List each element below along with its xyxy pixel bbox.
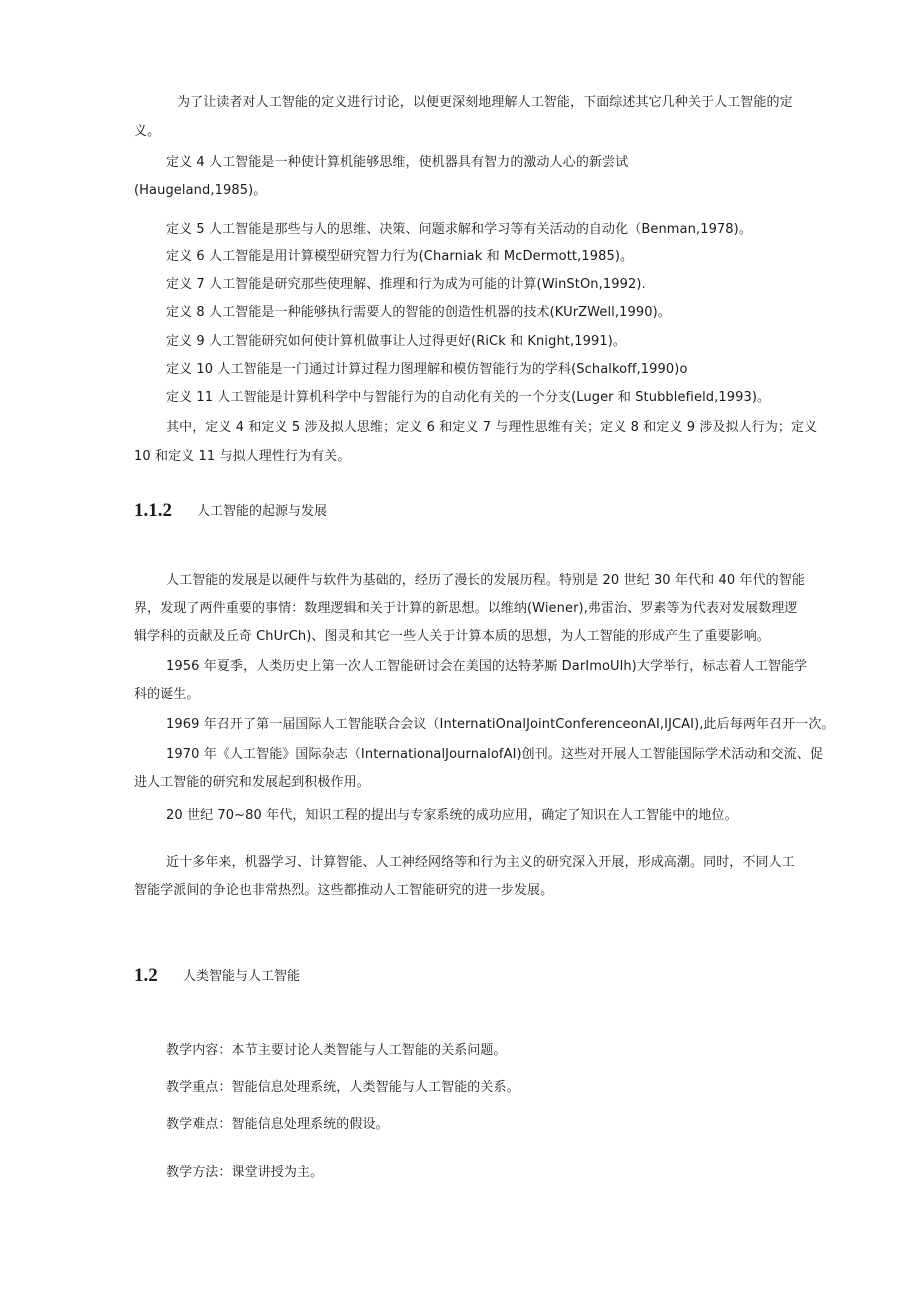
teaching-difficulties: 教学难点：智能信息处理系统的假设。 [166,1117,389,1132]
origin-p1-line-2: 界，发现了两件重要的事情：数理逻辑和关于计算的新思想。以维纳(Wiener),弗雷治、罗素等为代表对发展数理逻 [134,601,798,616]
definition-8: 定义 8 人工智能是一种能够执行需要人的智能的创造性机器的技术(KUrZWell,1990)。 [166,305,671,320]
definition-10: 定义 10 人工智能是一门通过计算过程力图理解和模仿智能行为的学科(Schalkoff,1990)o [166,362,688,377]
section-1-2-title: 人类智能与人工智能 [183,969,301,984]
definition-4: 定义 4 人工智能是一种使计算机能够思维，使机器具有智力的激动人心的新尝试 [166,155,629,170]
origin-p4-line-2: 进人工智能的研究和发展起到积极作用。 [134,775,370,790]
teaching-key-points: 教学重点：智能信息处理系统，人类智能与人工智能的关系。 [166,1080,520,1095]
definition-4-citation: (Haugeland,1985)。 [134,183,267,198]
summary-line-2: 10 和定义 11 与拟人理性行为有关。 [134,449,351,464]
section-1-2-number: 1.2 [134,965,158,986]
definition-11: 定义 11 人工智能是计算机科学中与智能行为的自动化有关的一个分支(Luger 和 Stubblefield,1993)。 [166,390,771,405]
origin-p6-line-2: 智能学派间的争论也非常热烈。这些都推动人工智能研究的进一步发展。 [134,883,554,898]
definition-5: 定义 5 人工智能是那些与人的思维、决策、问题求解和学习等有关活动的自动化（Benman,1978)。 [166,222,752,237]
teaching-methods: 教学方法：课堂讲授为主。 [166,1165,324,1180]
teaching-content: 教学内容：本节主要讨论人类智能与人工智能的关系问题。 [166,1043,507,1058]
intro-line-1: 为了让读者对人工智能的定义进行讨论，以便更深刻地理解人工智能，下面综述其它几种关于人工智能的定 [177,95,793,110]
definition-9: 定义 9 人工智能研究如何使计算机做事让人过得更好(RiCk 和 Knight,1991)。 [166,334,626,349]
section-1-1-2-title: 人工智能的起源与发展 [197,504,328,519]
origin-p4-line-1: 1970 年《人工智能》国际杂志（InternationalJournalofAI)创刊。这些对开展人工智能国际学术活动和交流、促 [166,747,823,762]
section-1-1-2-number: 1.1.2 [134,500,172,521]
origin-p1-line-3: 辑学科的贡献及丘奇 ChUrCh)、图灵和其它一些人关于计算本质的思想，为人工智能的形成产生了重要影响。 [134,629,770,644]
origin-p2-line-2: 科的诞生。 [134,687,200,702]
intro-line-2: 义。 [134,124,161,139]
definition-6: 定义 6 人工智能是用计算模型研究智力行为(Charniak 和 McDermott,1985)。 [166,249,634,264]
origin-p1-line-1: 人工智能的发展是以硬件与软件为基础的，经历了漫长的发展历程。特别是 20 世纪 30 年代和 40 年代的智能 [166,573,805,588]
summary-line-1: 其中，定义 4 和定义 5 涉及拟人思维；定义 6 和定义 7 与理性思维有关；定义 8 和定义 9 涉及拟人行为；定义 [166,420,818,435]
origin-p5: 20 世纪 70~80 年代，知识工程的提出与专家系统的成功应用，确定了知识在人工智能中的地位。 [166,808,738,823]
origin-p6-line-1: 近十多年来，机器学习、计算智能、人工神经网络等和行为主义的研究深入开展，形成高潮。同时，不同人工 [166,855,795,870]
origin-p3: 1969 年召开了第一届国际人工智能联合会议（InternatiOnalJointConferenceonAI,IJCAI),此后每两年召开一次。 [166,717,835,732]
definition-7: 定义 7 人工智能是研究那些使理解、推理和行为成为可能的计算(WinStOn,1992). [166,277,646,292]
origin-p2-line-1: 1956 年夏季，人类历史上第一次人工智能研讨会在美国的达特茅厮 DarImoUlh)大学举行，标志着人工智能学 [166,659,808,674]
